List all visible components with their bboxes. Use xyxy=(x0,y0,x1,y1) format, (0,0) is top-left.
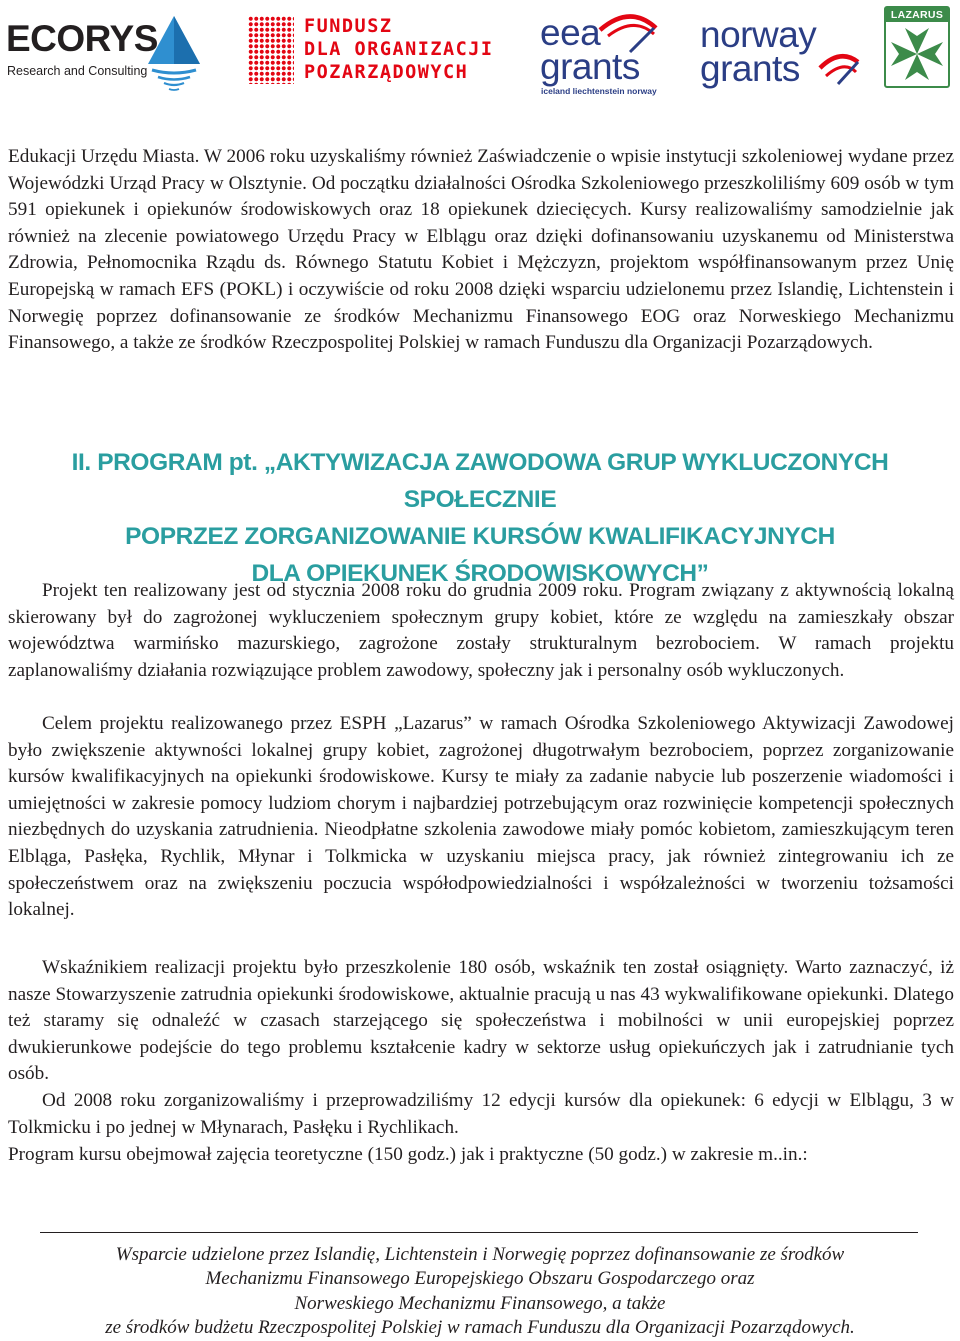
lazarus-logo xyxy=(884,6,954,94)
section-heading xyxy=(0,444,960,592)
eea-grants-logo-line2: grants xyxy=(540,46,640,87)
paragraph-indicator: Wskaźnikiem realizacji projektu było przeszkolenie 180 osób, wskaźnik ten został osiągnięty. Warto zaznaczyć, iż nasze Stowarzyszenie zatrudnia opiekunki środowiskowe, aktualnie pracują u nas 43 wykwalifikowane opiekunki. Dlatego też staramy się odnaleźć w czasach starzejącego się społeczeństwa i mobilności w unii europejskiej poprzez dwukierunkowe podejście do tego problemu kształcenie kadry w sektorze usług opiekuńczych jak i zatrudnianie tych osób. xyxy=(8,957,954,1085)
norway-swoosh-icon xyxy=(818,46,860,86)
footer-divider xyxy=(40,1232,918,1233)
lazarus-logo-name: LAZARUS xyxy=(886,8,948,22)
fundusz-logo xyxy=(248,16,494,86)
maltese-cross-icon xyxy=(890,26,944,82)
paragraph-curriculum: Program kursu obejmował zajęcia teoretyczne (150 godz.) jak i praktyczne (50 godz.) w zakresie m..in.: xyxy=(8,1144,808,1165)
norway-grants-logo-line1: norway xyxy=(700,14,817,55)
ecorys-pyramid-icon xyxy=(146,16,202,94)
intro-paragraph: Edukacji Urzędu Miasta. W 2006 roku uzyskaliśmy również Zaświadczenie o wpisie instytucji szkoleniowej wydane przez Wojewódzki Urząd Pracy w Olsztynie. Od początku działalności Ośrodka Szkoleniowego przeszkoliliśmy 609 osób w tym 591 opiekunek i opiekunów środowiskowych oraz 18 opiekunek dziecięcych. Kursy realizowaliśmy samodzielnie jak również na zlecenie powiatowego Urzędu Pracy w Elblągu oraz dzięki dofinansowaniu uzyskanemu od Ministerstwa Zdrowia, Pełnomocnika Rządu ds. Równego Statutu Kobiet i Mężczyzn, projektom współfinansowanym przez Unię Europejską w ramach EFS (POKL) i oczywiście od roku 2008 dzięki wsparciu udzielonemu przez Islandię, Lichtenstein i Norwegię poprzez dofinansowanie ze środków Mechanizmu Finansowego EOG oraz Norweskiego Mechanizmu Finansowego, a także ze środków Rzeczpospolitej Polskiej w ramach Funduszu dla Organizacji Pozarządowych. xyxy=(8,146,954,354)
paragraph-project-goal: Celem projektu realizowanego przez ESPH „Lazarus” w ramach Ośrodka Szkoleniowego Aktywizacji Zawodowej było zwiększenie aktywności lokalnej grupy kobiet, zagrożonej długotrwałym bezrobociem, poprzez zorganizowanie kursów kwalifikacyjnych na opiekunki środowiskowe. Kursy te miały za zadanie nabycie lub poszerzenie wiadomości i umiejętności w zakresie pomocy ludziom chorym i najbardziej potrzebującym oraz rozwinięcie kompetencji społecznych niezbędnych do uzyskania zatrudnienia. Nieodpłatne szkolenia zawodowe miały pomóc kobietom, zamieszkującym teren Elbląga, Pasłęka, Rychlik, Młynar i Tolkmicka w uzyskaniu miejsca pracy, jak również zintegrowaniu ich ze społeczeństwem oraz na zwiększeniu poczucia współodpowiedzialności i współzależności w tworzeniu tożsamości lokalnej. xyxy=(8,713,954,921)
ecorys-logo-name: ECORYS xyxy=(6,18,158,59)
fundusz-logo-line2: DLA ORGANIZACJI xyxy=(304,39,494,60)
fundusz-logo-line1: FUNDUSZ xyxy=(304,16,393,37)
section-heading-line1: II. PROGRAM pt. „AKTYWIZACJA ZAWODOWA GRUP WYKLUCZONYCH SPOŁECZNIE xyxy=(71,449,889,513)
fundusz-logo-line3: POZARZĄDOWYCH xyxy=(304,62,469,83)
footer-line4: ze środków budżetu Rzeczpospolitej Polskiej w ramach Funduszu dla Organizacji Pozarządowych. xyxy=(105,1316,855,1338)
paragraph-editions: Od 2008 roku zorganizowaliśmy i przeprowadziliśmy 12 edycji kursów dla opiekunek: 6 edycji w Elblągu, 3 w Tolkmicku i po jednej w Młynarach, Pasłęku i Rychlikach. xyxy=(8,1090,954,1138)
footer-line2: Mechanizmu Finansowego Europejskiego Obszaru Gospodarczego oraz xyxy=(205,1268,755,1290)
ecorys-logo-tagline: Research and Consulting xyxy=(7,64,148,78)
logo-bar xyxy=(0,0,960,100)
ecorys-logo xyxy=(6,16,198,94)
eea-swoosh-icon xyxy=(590,8,660,56)
fundusz-dots-icon xyxy=(248,16,294,84)
eea-grants-logo xyxy=(540,10,660,94)
norway-grants-logo xyxy=(700,14,860,89)
footer-line1: Wsparcie udzielone przez Islandię, Lichtenstein i Norwegię poprzez dofinansowanie ze środków xyxy=(115,1244,845,1265)
norway-grants-logo-line2: grants xyxy=(700,48,800,89)
eea-grants-logo-line1: eea xyxy=(540,12,601,53)
footer-note xyxy=(0,1243,960,1340)
section-heading-line3: DLA OPIEKUNEK ŚRODOWISKOWYCH” xyxy=(251,560,709,587)
eea-grants-logo-tagline: iceland liechtenstein norway xyxy=(541,86,657,96)
paragraph-project-period: Projekt ten realizowany jest od stycznia 2008 roku do grudnia 2009 roku. Program związany z aktywnością lokalną skierowany był do zagrożonej wykluczeniem społecznym grupy kobiet, które ze względu na zamieszkały obszar województwa warmińsko mazurskiego, zagrożone zostały strukturalnym bezrobociem. W ramach projektu zaplanowaliśmy działania rozwiązujące problem zawodowy, społeczny jak i personalny osób wykluczonych. xyxy=(8,580,954,681)
section-heading-line2: POPRZEZ ZORGANIZOWANIE KURSÓW KWALIFIKACYJNYCH xyxy=(125,523,835,550)
footer-line3: Norweskiego Mechanizmu Finansowego, a także xyxy=(294,1292,666,1314)
